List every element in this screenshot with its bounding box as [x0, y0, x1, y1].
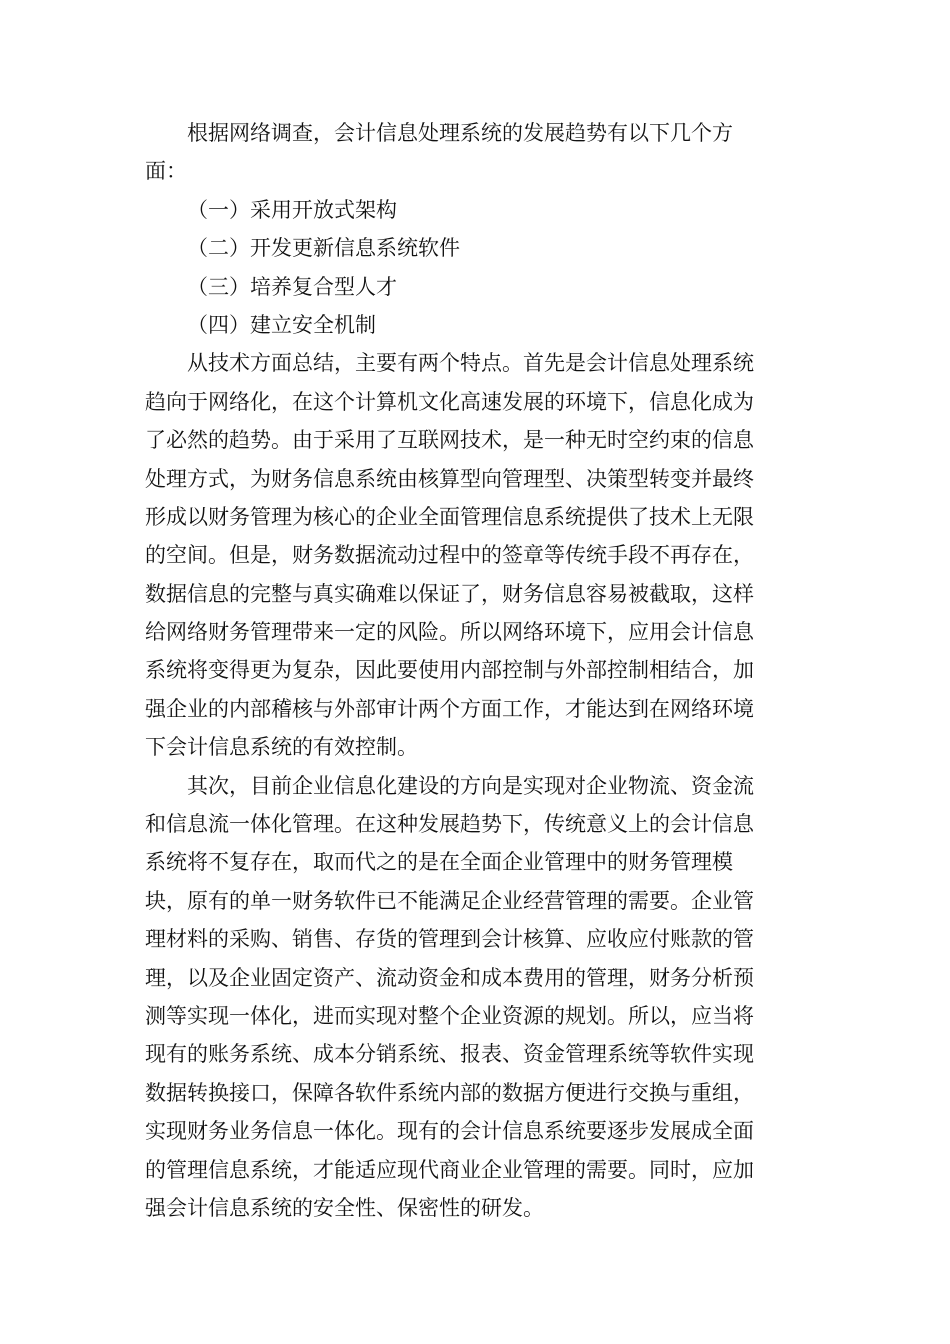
paragraph-line: 了必然的趋势。由于采用了互联网技术，是一种无时空约束的信息 — [145, 428, 754, 453]
paragraph-line: 现有的账务系统、成本分销系统、报表、资金管理系统等软件实现 — [145, 1042, 754, 1067]
paragraph-line: 系统将变得更为复杂，因此要使用内部控制与外部控制相结合，加 — [145, 658, 754, 683]
paragraph-line: 理，以及企业固定资产、流动资金和成本费用的管理，财务分析预 — [145, 965, 754, 990]
paragraph-line: 根据网络调查，会计信息处理系统的发展趋势有以下几个方 — [187, 121, 733, 145]
paragraph-line: 给网络财务管理带来一定的风险。所以网络环境下，应用会计信息 — [145, 620, 754, 645]
paragraph-line: 测等实现一体化，进而实现对整个企业资源的规划。所以，应当将 — [145, 1003, 754, 1028]
paragraph-line: 形成以财务管理为核心的企业全面管理信息系统提供了技术上无限 — [145, 504, 754, 529]
trends-list — [145, 191, 805, 345]
paragraph-line: 系统将不复存在，取而代之的是在全面企业管理中的财务管理模 — [145, 850, 733, 875]
paragraph-line: 强企业的内部稽核与外部审计两个方面工作，才能达到在网络环境 — [145, 696, 754, 721]
paragraph-line: 强会计信息系统的安全性、保密性的研发。 — [145, 1195, 544, 1220]
paragraph-line: 处理方式，为财务信息系统由核算型向管理型、决策型转变并最终 — [145, 466, 754, 491]
paragraph-line: 理材料的采购、销售、存货的管理到会计核算、应收应付账款的管 — [145, 927, 754, 952]
paragraph-line: 趋向于网络化，在这个计算机文化高速发展的环境下，信息化成为 — [145, 389, 754, 414]
paragraph-line: 下会计信息系统的有效控制。 — [145, 735, 418, 760]
paragraph-line: 数据信息的完整与真实确难以保证了，财务信息容易被截取，这样 — [145, 581, 754, 606]
paragraph-trends-intro — [145, 114, 805, 191]
paragraph-line: 的管理信息系统，才能适应现代商业企业管理的需要。同时，应加 — [145, 1157, 754, 1182]
paragraph-line: 的空间。但是，财务数据流动过程中的签章等传统手段不再存在， — [145, 543, 754, 568]
list-item: （一）采用开放式架构 — [187, 197, 397, 222]
paragraph-line: 和信息流一体化管理。在这种发展趋势下，传统意义上的会计信息 — [145, 812, 754, 837]
paragraph-line: 其次，目前企业信息化建设的方向是实现对企业物流、资金流 — [187, 773, 754, 798]
paragraph-line: 从技术方面总结，主要有两个特点。首先是会计信息处理系统 — [187, 351, 754, 376]
list-item: （二）开发更新信息系统软件 — [187, 236, 460, 261]
paragraph-line: 数据转换接口，保障各软件系统内部的数据方便进行交换与重组， — [145, 1080, 754, 1105]
paragraph-technical-summary — [145, 344, 805, 766]
paragraph-line: 实现财务业务信息一体化。现有的会计信息系统要逐步发展成全面 — [145, 1119, 754, 1144]
list-item: （四）建立安全机制 — [187, 312, 376, 337]
document-body — [145, 114, 805, 1227]
paragraph-informatization — [145, 767, 805, 1228]
paragraph-line: 块，原有的单一财务软件已不能满足企业经营管理的需要。企业管 — [145, 888, 754, 913]
list-item: （三）培养复合型人才 — [187, 274, 397, 299]
paragraph-line: 面： — [145, 159, 187, 184]
